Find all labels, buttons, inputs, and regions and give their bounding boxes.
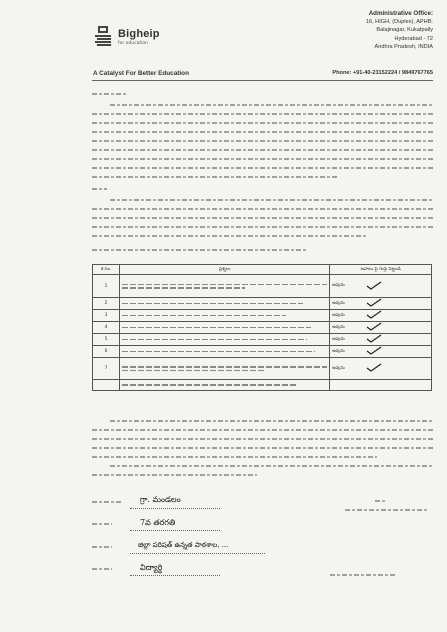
address-line: 16, HIGH, (Duplex), APHB. [365,19,433,26]
text-line [92,429,433,431]
text-line [92,447,433,449]
address-title: Administrative Office: [368,10,433,17]
text-line [92,149,433,151]
answer-label: అవును [330,334,364,346]
checkmark-icon [366,346,382,355]
questions-table [92,264,432,391]
row-number: 1 [93,275,120,298]
text-line [92,167,433,169]
text-line [110,465,433,467]
row-number: 6 [93,346,120,358]
text-line [92,158,433,160]
answer-label: అవును [330,275,364,298]
checkmark-icon [366,322,382,331]
answer-label: అవును [330,358,364,380]
field-underline [130,508,220,509]
handwritten-value: 7వ తరగతి [140,518,176,527]
field-label [92,501,122,503]
address-line: Hyderabad - 72 [394,35,433,42]
row-number: 2 [93,298,120,310]
sign-line [330,574,397,576]
table-row [93,358,432,380]
answer-checkbox[interactable] [364,322,432,334]
text-line [92,208,433,210]
phone-number: Phone: +91-40-23152224 / 9849767765 [332,70,433,76]
address-line: Balajinagar, Kukatpally [376,27,433,34]
text-line [92,438,433,440]
question-text [120,275,330,298]
field-underline [130,553,265,554]
row-number: 4 [93,322,120,334]
table-header-serial: క.సం. [93,265,120,275]
question-text [120,298,330,310]
question-text [120,380,330,391]
question-text [120,358,330,380]
text-line [92,131,433,133]
field-label [92,546,112,548]
row-number: 7 [93,358,120,380]
table-header-row [93,265,432,275]
answer-label: అవును [330,298,364,310]
answer-checkbox[interactable] [364,346,432,358]
row-number: 3 [93,310,120,322]
table-row [93,380,432,391]
checkmark-icon [366,363,382,372]
table-row [93,322,432,334]
sign-line [375,500,387,502]
text-line [92,217,433,219]
text-line [92,226,433,228]
checkmark-icon [366,310,382,319]
text-line [92,474,257,476]
field-underline [130,530,220,531]
table-row [93,334,432,346]
question-text [120,334,330,346]
tagline: A Catalyst For Better Education [93,70,189,77]
text-line [92,122,433,124]
row-number [93,380,120,391]
text-line [92,249,307,251]
table-header-answer: జవాబు పై గుర్తు పెట్టండి [330,265,432,275]
answer-checkbox[interactable] [364,358,432,380]
text-line [110,420,433,422]
answer-cell [364,380,432,391]
table-header-question: ప్రశ్నలు [120,265,330,275]
text-line [92,176,337,178]
address-line: Andhra Pradesh, INDIA [374,43,433,50]
field-label [92,568,112,570]
field-underline [130,575,220,576]
text-line [92,113,433,115]
question-text [120,346,330,358]
answer-checkbox[interactable] [364,275,432,298]
answer-checkbox[interactable] [364,334,432,346]
answer-checkbox[interactable] [364,310,432,322]
question-text [120,310,330,322]
answer-label [330,380,364,391]
table-row [93,298,432,310]
sign-line [345,509,427,511]
text-line [110,104,433,106]
text-line [92,140,433,142]
handwritten-value: జిల్లా పరిషత్ ఉన్నత పాఠశాల, ... [138,541,229,549]
bighelp-logo-icon [95,26,113,46]
answer-label: అవును [330,310,364,322]
text-line [92,188,107,190]
address-block [283,10,433,51]
header-divider [92,80,433,81]
row-number: 5 [93,334,120,346]
brand-subtitle: for education [118,41,148,46]
question-text [120,322,330,334]
field-label [92,523,112,525]
text-line [92,93,127,95]
handwritten-value: విద్యార్థి [140,563,163,572]
text-line [92,235,367,237]
brand-name: Bigheip [118,28,160,40]
handwritten-value: గ్రా. మండలం [140,495,181,504]
answer-label: అవును [330,346,364,358]
answer-checkbox[interactable] [364,298,432,310]
table-row [93,275,432,298]
checkmark-icon [366,298,382,307]
checkmark-icon [366,334,382,343]
checkmark-icon [366,281,382,290]
answer-label: అవును [330,322,364,334]
text-line [110,199,433,201]
text-line [92,456,377,458]
table-row [93,310,432,322]
table-row [93,346,432,358]
